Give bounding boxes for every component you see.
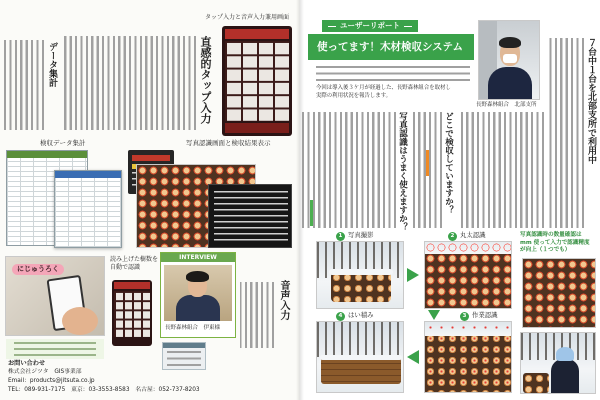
recognition-note-box <box>6 339 104 359</box>
arrow-left-icon <box>407 350 419 364</box>
profile-mask <box>503 54 517 63</box>
intro-line-1: 今回は導入後３ケ月が経過した、長野森林組合を取材し <box>316 85 451 91</box>
section-usage-body-text <box>547 38 584 228</box>
profile-photo <box>478 20 540 100</box>
section-heading-usage: ７台中１台を北部支所で利用中 <box>586 38 596 164</box>
step-3-photo <box>424 321 512 393</box>
recognition-tip-line-2: mm 使って入力で認識精度 <box>520 239 590 246</box>
recognition-result-panel <box>208 184 292 248</box>
data-summary-heading: データ集計 <box>47 42 57 87</box>
profile-caption: 長野森林組合 北部支所 <box>476 102 537 108</box>
screenshot-bar <box>163 343 205 348</box>
voice-caption: 読み上げた樹数を自動で認識 <box>110 256 159 271</box>
step-4-text: はい積み <box>348 311 374 319</box>
step-2-label <box>448 231 486 241</box>
contact-title: お問い合わせ <box>8 360 46 367</box>
step-2-photo <box>424 241 512 309</box>
snow-cap <box>320 355 402 360</box>
tap-screen-caption: タップ入力と音声入力兼用画面 <box>205 14 290 21</box>
interviewee-body <box>176 295 220 321</box>
tap-input-body-text <box>64 36 196 130</box>
summary-screen-caption: 検収データ集計 <box>40 139 86 147</box>
interview-caption: 長野森林組合 伊東様 <box>165 325 221 331</box>
tap-input-heading: 直感的タップ入力 <box>199 36 212 124</box>
log-ends <box>523 373 549 393</box>
arrow-down-icon <box>428 310 440 320</box>
intro-text-lines <box>316 66 470 85</box>
step-2-number: 2 <box>448 232 457 241</box>
interview-photo <box>164 265 232 321</box>
recognition-screen-caption: 写真認識画面と検収結果表示 <box>186 139 271 147</box>
contact-company: 株式会社ジツタ GIS事業部 <box>8 369 82 375</box>
snow-top <box>425 322 511 336</box>
long-log-stack <box>321 358 401 384</box>
data-summary-body-text <box>4 40 44 130</box>
phone-header <box>114 282 150 289</box>
voice-input-body-text <box>240 282 274 348</box>
result-panel-text <box>214 191 288 243</box>
report-title: 使ってます！木材検収システム <box>308 34 474 60</box>
section-heading-photo-recognition: 写真認識はうまく使えますか？ <box>397 112 408 231</box>
step-1-label <box>336 231 374 241</box>
snow-top <box>425 242 511 254</box>
step-1-photo <box>316 241 404 309</box>
sheet-header-bar <box>7 151 87 158</box>
log-pile <box>331 272 391 302</box>
recognition-note-text <box>14 342 96 356</box>
contact-email: Email：products@jitsuta.co.jp <box>8 378 95 384</box>
intro-line-2: 実際の利用状況を報告します。 <box>316 93 392 99</box>
profile-body <box>488 67 532 100</box>
voice-input-heading: 音声入力 <box>278 280 289 320</box>
window-title-bar <box>55 171 121 178</box>
interview-screenshot <box>162 342 206 370</box>
field-worker-photo <box>520 332 596 394</box>
tap-input-screen <box>222 26 292 136</box>
interview-label: INTERVIEW <box>161 253 235 262</box>
interviewee-hair <box>186 271 209 282</box>
tap-button-grid <box>225 41 289 121</box>
step-3-number: 3 <box>460 312 469 321</box>
report-tag: ユーザーリポート <box>322 20 418 32</box>
summary-spreadsheet-window <box>54 170 122 248</box>
screenshot-text <box>167 351 201 367</box>
worker-helmet <box>556 347 574 361</box>
section-photo-recognition-body-text <box>302 112 396 228</box>
contact-tel: TEL：089-931-7175 東京：03-3553-8583 名古屋：052-737-8203 <box>8 387 200 393</box>
section-location-body-text <box>412 112 442 228</box>
arrow-right-icon <box>407 268 419 282</box>
menu-bar-red <box>132 155 170 161</box>
snow-cap <box>329 269 393 275</box>
interview-box <box>160 252 236 338</box>
profile-hair <box>499 37 521 48</box>
recognition-tip-line-3: が向上（１つでも） <box>520 247 571 253</box>
step-2-text: 丸太認識 <box>460 231 486 239</box>
tap-screen-header <box>225 29 289 39</box>
recognition-closeup-photo <box>522 258 596 328</box>
voice-speech-bubble: にじゅうろく <box>12 264 64 275</box>
section-usage-continued-text <box>458 112 544 228</box>
phone-button-grid <box>114 291 150 337</box>
step-4-label <box>336 311 374 321</box>
step-1-number: 1 <box>336 232 345 241</box>
step-1-text: 写真撮影 <box>348 231 374 239</box>
orange-highlight-text <box>426 150 429 176</box>
step-3-label <box>460 311 498 321</box>
recognition-tip-line-1: 写真認識時の数量確認は <box>520 232 582 238</box>
forest-trees <box>317 322 403 357</box>
green-highlight-text <box>310 200 313 226</box>
step-3-text: 作業認識 <box>472 311 498 319</box>
worker-body <box>551 359 579 394</box>
step-4-number: 4 <box>336 312 345 321</box>
photo-hand <box>62 307 98 335</box>
tap-screen-footer <box>225 123 289 133</box>
section-heading-location: どこで検収していますか？ <box>443 112 454 214</box>
voice-input-phone-screen <box>112 280 152 346</box>
step-4-photo <box>316 321 404 393</box>
